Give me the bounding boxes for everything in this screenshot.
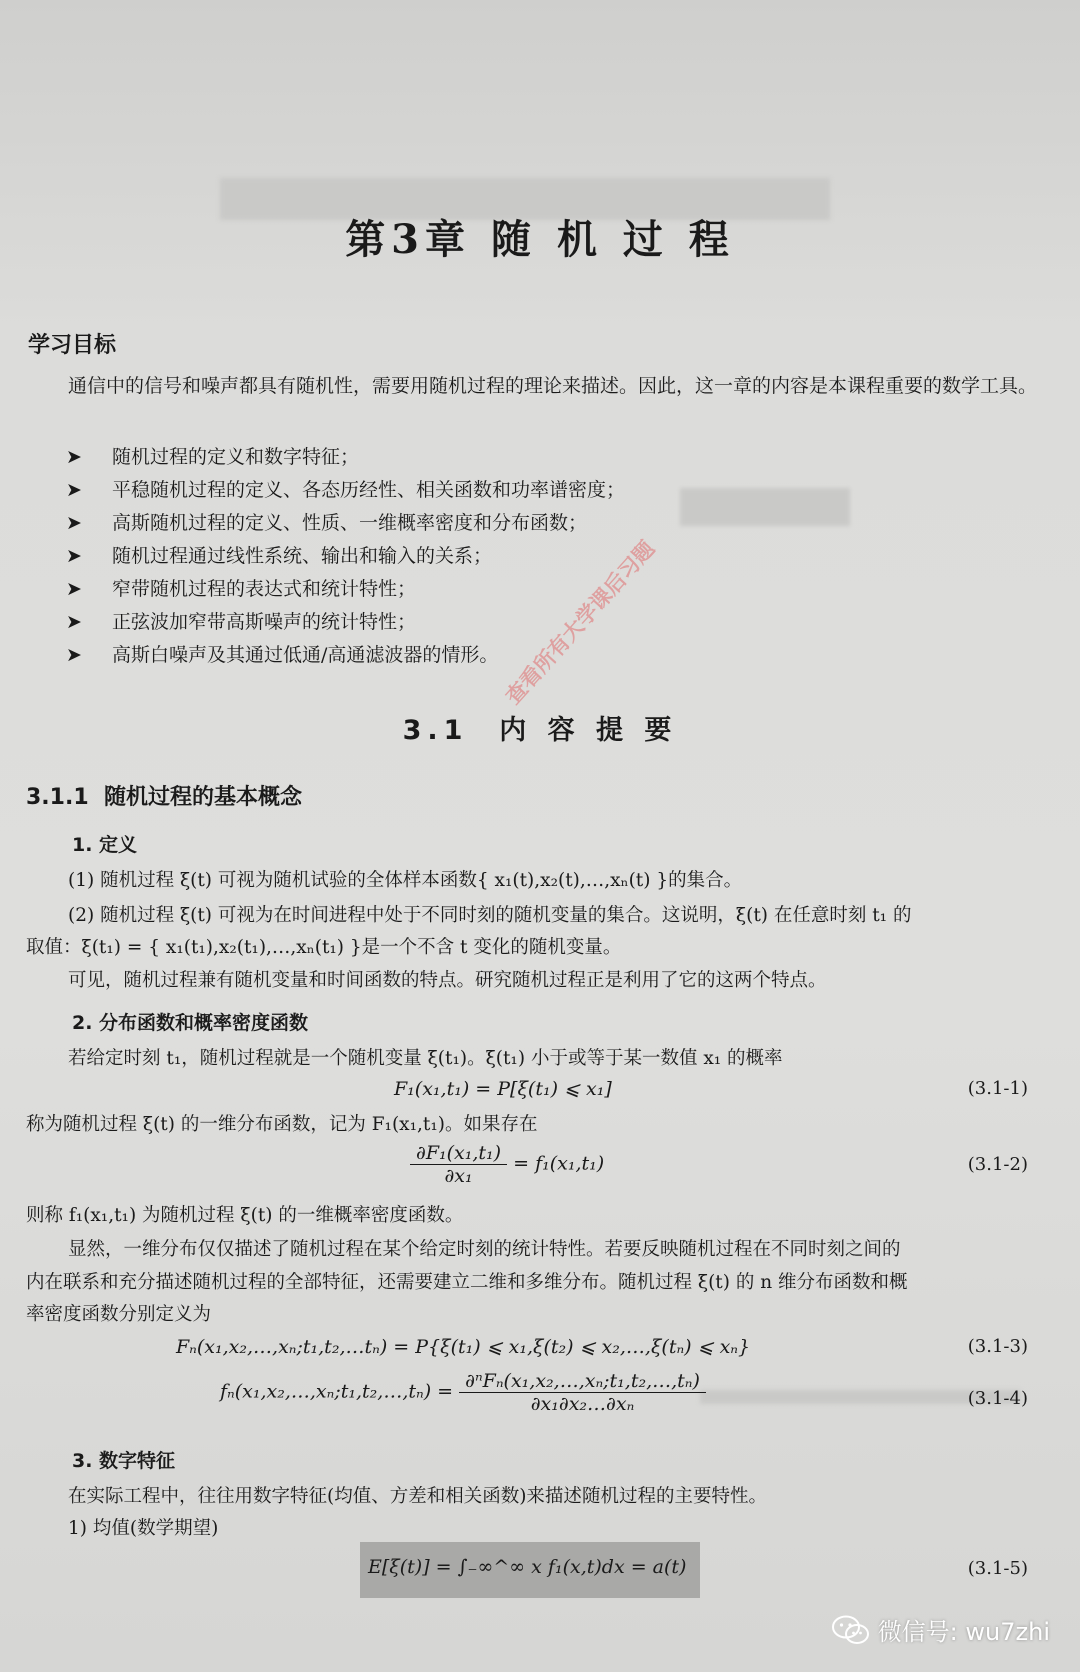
arrow-bullet-icon: ➤ <box>66 446 82 468</box>
objective-item: ➤ 随机过程通过线性系统、输出和输入的关系； <box>66 545 493 567</box>
arrow-bullet-icon: ➤ <box>66 479 82 501</box>
distribution-p1: 若给定时刻 t₁，随机过程就是一个随机变量 ξ(t₁)。ξ(t₁) 小于或等于某一数值 x₁ 的概率 <box>68 1048 783 1069</box>
wechat-icon <box>832 1615 870 1645</box>
distribution-p4c: 率密度函数分别定义为 <box>26 1304 212 1325</box>
arrow-bullet-icon: ➤ <box>66 545 82 567</box>
distribution-p4a: 显然，一维分布仅仅描述了随机过程在某个给定时刻的统计特性。若要反映随机过程在不同时刻之间的 <box>68 1239 901 1260</box>
equation-3-1-3: Fₙ(x₁,x₂,…,xₙ;t₁,t₂,…tₙ) = P{ξ(t₁) ⩽ x₁,ξ(t₂) ⩽ x₂,…,ξ(tₙ) ⩽ xₙ} <box>176 1336 751 1358</box>
heading-definition: 1. 定义 <box>72 834 138 856</box>
distribution-p3: 则称 f₁(x₁,t₁) 为随机过程 ξ(t) 的一维概率密度函数。 <box>26 1205 464 1226</box>
features-p1: 在实际工程中，往往用数字特征(均值、方差和相关函数)来描述随机过程的主要特性。 <box>68 1486 767 1507</box>
equation-number: (3.1-1) <box>967 1078 1028 1099</box>
equation-3-1-4: fₙ(x₁,x₂,…,xₙ;t₁,t₂,…,tₙ) = $\frac{\text{∂ⁿFₙ(x₁,x₂,…,xₙ;t₁,t₂,…,tₙ)}}{\text{∂x₁∂x₂…∂xₙ}}$ <box>220 1370 706 1415</box>
definition-p1: (1) 随机过程 ξ(t) 可视为随机试验的全体样本函数{ x₁(t),x₂(t),…,xₙ(t) }的集合。 <box>68 870 743 891</box>
watermark: 查看所有大学课后习题 <box>500 536 660 709</box>
equation-number: (3.1-2) <box>967 1154 1028 1175</box>
equation-3-1-2: $\frac{\text{∂F₁(x₁,t₁)}}{\text{∂x₁}}$ = f₁(x₁,t₁) <box>410 1142 604 1187</box>
objective-item: ➤ 窄带随机过程的表达式和统计特性； <box>66 578 417 600</box>
objective-item: ➤ 平稳随机过程的定义、各态历经性、相关函数和功率谱密度； <box>66 479 626 501</box>
definition-p2a: (2) 随机过程 ξ(t) 可视为在时间进程中处于不同时刻的随机变量的集合。这说明，ξ(t) 在任意时刻 t₁ 的 <box>68 905 912 926</box>
wechat-badge <box>832 1612 1050 1647</box>
arrow-bullet-icon: ➤ <box>66 644 82 666</box>
definition-p3: 可见，随机过程兼有随机变量和时间函数的特点。研究随机过程正是利用了它的这两个特点。 <box>68 970 827 991</box>
objective-item: ➤ 随机过程的定义和数字特征； <box>66 446 360 468</box>
distribution-p2: 称为随机过程 ξ(t) 的一维分布函数，记为 F₁(x₁,t₁)。如果存在 <box>26 1114 538 1135</box>
equation-number: (3.1-4) <box>967 1388 1028 1409</box>
arrow-bullet-icon: ➤ <box>66 611 82 633</box>
objective-item: ➤ 高斯白噪声及其通过低通/高通滤波器的情形。 <box>66 644 499 666</box>
heading-distribution: 2. 分布函数和概率密度函数 <box>72 1012 309 1034</box>
equation-number: (3.1-5) <box>967 1558 1028 1579</box>
distribution-p4b: 内在联系和充分描述随机过程的全部特征，还需要建立二维和多维分布。随机过程 ξ(t) 的 n 维分布函数和概 <box>26 1272 908 1293</box>
arrow-bullet-icon: ➤ <box>66 512 82 534</box>
objectives-heading: 学习目标 <box>28 333 117 358</box>
subsection-title: 3.1.1 随机过程的基本概念 <box>26 785 302 810</box>
definition-p2b: 取值：ξ(t₁) = { x₁(t₁),x₂(t₁),…,xₙ(t₁) }是一个不含 t 变化的随机变量。 <box>26 937 622 958</box>
chapter-title: 第3章 随 机 过 程 <box>345 216 735 263</box>
equation-3-1-5: E[ξ(t)] = ∫₋∞^∞ x f₁(x,t)dx = a(t) <box>368 1556 687 1578</box>
equation-3-1-1: F₁(x₁,t₁) = P[ξ(t₁) ⩽ x₁] <box>394 1078 612 1100</box>
objective-item: ➤ 高斯随机过程的定义、性质、一维概率密度和分布函数； <box>66 512 588 534</box>
section-title: 3.1 内 容 提 要 <box>402 715 678 746</box>
arrow-bullet-icon: ➤ <box>66 578 82 600</box>
heading-numeric-features: 3. 数字特征 <box>72 1450 176 1472</box>
equation-number: (3.1-3) <box>967 1336 1028 1357</box>
wechat-id: 微信号: wu7zhi <box>877 1618 1050 1646</box>
features-p2: 1) 均值(数学期望) <box>68 1518 219 1539</box>
objective-item: ➤ 正弦波加窄带高斯噪声的统计特性； <box>66 611 417 633</box>
bleed-through-mark <box>680 488 850 526</box>
objectives-intro: 通信中的信号和噪声都具有随机性，需要用随机过程的理论来描述。因此，这一章的内容是本课程重要的数学工具。 <box>68 375 1038 397</box>
